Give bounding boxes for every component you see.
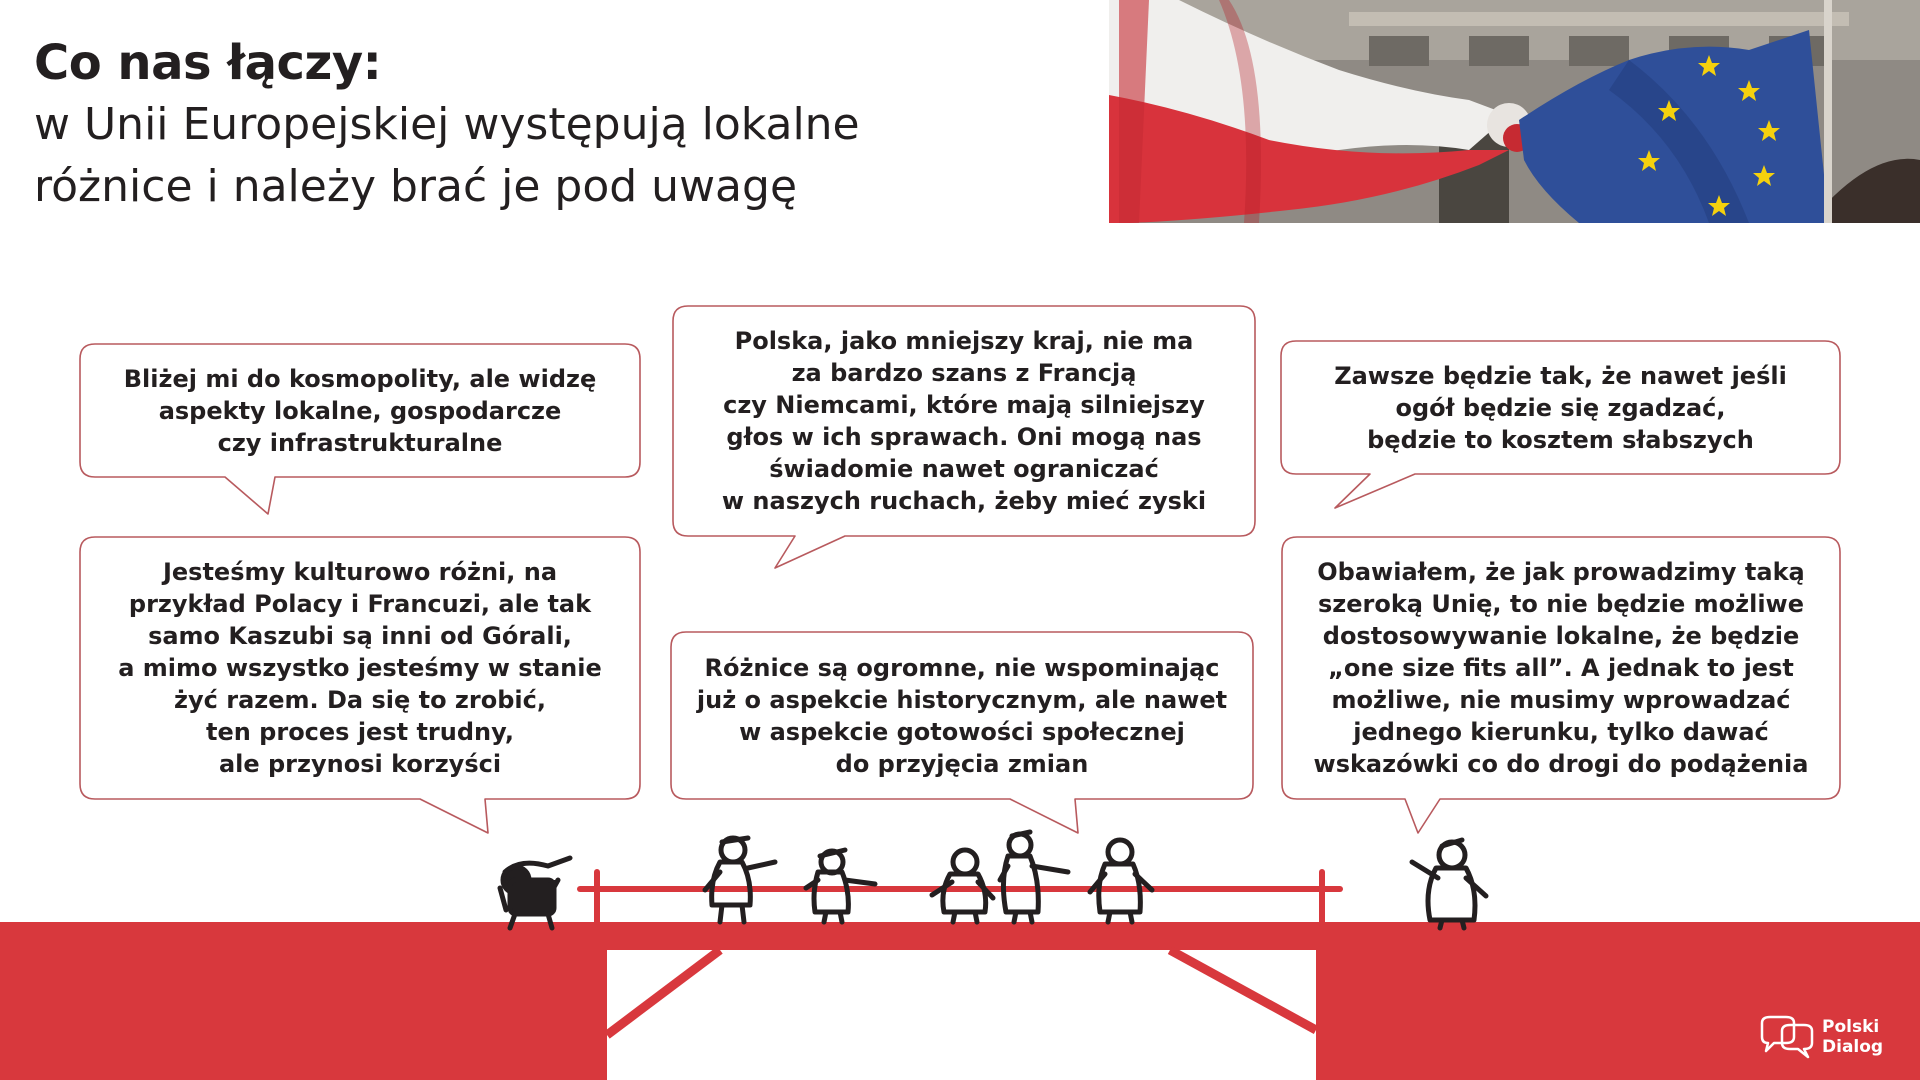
- polski-dialog-logo: [1756, 1013, 1896, 1061]
- figure-left: [500, 858, 570, 928]
- figure-5: [1000, 832, 1068, 922]
- page-title: Co nas łączy:: [34, 35, 382, 91]
- speech-bubbles-icon: [1756, 1013, 1816, 1061]
- bridge-deck: [0, 922, 1920, 1080]
- bridge-struts: [607, 950, 1316, 1035]
- page-subtitle-line-2: różnice i należy brać je pod uwagę: [34, 161, 798, 212]
- figure-6: [1090, 840, 1152, 922]
- logo-text: Polski Dialog: [1822, 1017, 1884, 1057]
- quote-text-4: Jesteśmy kulturowo różni, na przykład Polacy i Francuzi, ale tak samo Kaszubi są inni od Górali, a mimo wszystko jesteśmy w stanie żyć razem. Da się to zrobić, ten proces jest trudny, ale przynosi korzyści: [118, 558, 602, 778]
- figure-right: [1412, 840, 1486, 928]
- quote-text-3: Zawsze będzie tak, że nawet jeśli ogół będzie się zgadzać, będzie to kosztem słabszych: [1334, 361, 1787, 454]
- quote-text-1: Bliżej mi do kosmopolity, ale widzę aspekty lokalne, gospodarcze czy infrastrukturalne: [123, 364, 597, 457]
- quote-text-6: Obawiałem, że jak prowadzimy taką szeroką Unię, to nie będzie możliwe dostosowywanie lokalne, że będzie „one size fits all”. A jednak to jest możliwe, nie musimy wprowadzać jednego kierunku, tylko dawać wskazówki co do drogi do podążenia: [1313, 558, 1809, 778]
- figure-2: [705, 838, 775, 922]
- quote-text-5: Różnice są ogromne, nie wspominając już o aspekcie historycznym, ale nawet w aspekcie gotowości społecznej do przyjęcia zmian: [696, 653, 1228, 778]
- quote-text-2: Polska, jako mniejszy kraj, nie ma za bardzo szans z Francją czy Niemcami, które mają silniejszy głos w ich sprawach. Oni mogą nas świadomie nawet ograniczać w naszych ruchach, żeby mieć zyski: [721, 327, 1207, 515]
- page-subtitle-line-1: w Unii Europejskiej występują lokalne: [34, 99, 860, 150]
